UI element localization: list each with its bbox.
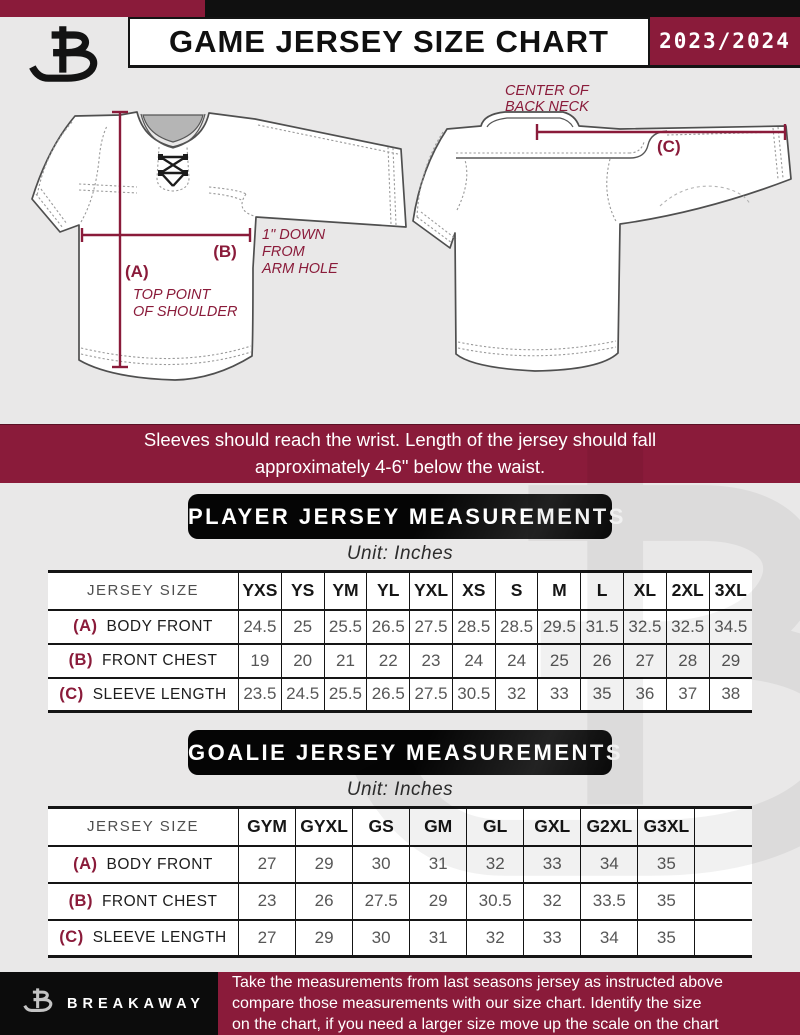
measurement-value: 26.5 — [367, 678, 410, 712]
measurement-value: 37 — [666, 678, 709, 712]
table-row — [48, 678, 752, 712]
size-column-header: XL — [624, 572, 667, 610]
measurement-value: 31 — [410, 920, 467, 957]
measurement-value: 29 — [410, 883, 467, 920]
size-column-header: S — [495, 572, 538, 610]
measurement-value: 29 — [296, 846, 353, 883]
row-label-cell — [48, 644, 239, 678]
fit-note-banner — [0, 424, 800, 483]
measurement-value: 24.5 — [239, 610, 282, 644]
fit-note-line2: approximately 4-6" below the waist. — [254, 456, 546, 477]
measure-label: FRONT CHEST — [101, 892, 218, 910]
measurement-value: 25.5 — [324, 678, 367, 712]
season-box — [650, 17, 800, 68]
measure-label: SLEEVE LENGTH — [92, 685, 227, 703]
measurement-value: 23 — [410, 644, 453, 678]
player-unit-label: Unit: Inches — [346, 543, 454, 564]
measurement-value: 22 — [367, 644, 410, 678]
table-row — [48, 883, 752, 920]
note-a-line2: OF SHOULDER — [133, 304, 238, 320]
label-b: (B) — [213, 242, 237, 261]
size-column-header: 2XL — [666, 572, 709, 610]
measurement-value: 31 — [410, 846, 467, 883]
measurement-value: 32.5 — [666, 610, 709, 644]
measurement-value: 33 — [524, 920, 581, 957]
measure-key: (A) — [73, 854, 98, 873]
goalie-size-table — [48, 806, 752, 958]
row-label-cell — [48, 846, 239, 883]
label-a: (A) — [125, 262, 149, 281]
row-label-cell — [48, 883, 239, 920]
measurement-value: 26 — [296, 883, 353, 920]
table-row — [48, 644, 752, 678]
measurement-value: 32 — [524, 883, 581, 920]
top-strip-black — [205, 0, 800, 17]
measurement-value: 36 — [624, 678, 667, 712]
title-box — [128, 17, 650, 68]
measurement-value: 29 — [296, 920, 353, 957]
measurement-value: 30.5 — [452, 678, 495, 712]
measurement-value: 32.5 — [624, 610, 667, 644]
size-column-header: XS — [452, 572, 495, 610]
player-section-title: PLAYER JERSEY MEASUREMENTS — [188, 494, 612, 539]
measure-key: (A) — [73, 617, 98, 635]
measurement-value: 23 — [239, 883, 296, 920]
measurement-value: 35 — [638, 846, 695, 883]
measure-key: (B) — [68, 891, 93, 910]
measurement-value: 38 — [709, 678, 752, 712]
table-header-row — [48, 808, 752, 846]
top-strip-maroon — [0, 0, 205, 17]
size-column-header: YS — [281, 572, 324, 610]
note-b-line3: ARM HOLE — [262, 261, 338, 277]
goalie-unit-label: Unit: Inches — [346, 779, 454, 800]
size-column-header: YM — [324, 572, 367, 610]
measurement-value: 32 — [467, 846, 524, 883]
size-column-header: GYM — [239, 808, 296, 846]
note-c-line1: CENTER OF — [505, 83, 589, 99]
measurement-value: 25 — [538, 644, 581, 678]
breakaway-logo-icon — [26, 22, 106, 104]
measurement-value: 34 — [581, 920, 638, 957]
measurement-value: 19 — [239, 644, 282, 678]
size-column-header: G2XL — [581, 808, 638, 846]
size-column-header: YXS — [239, 572, 282, 610]
measure-label: SLEEVE LENGTH — [92, 929, 227, 947]
jersey-back-diagram — [405, 80, 800, 410]
size-column-header: YXL — [410, 572, 453, 610]
row-label-cell — [48, 610, 239, 644]
measurement-value: 35 — [638, 883, 695, 920]
measurement-value: 27.5 — [410, 678, 453, 712]
measurement-value — [695, 846, 752, 883]
measurement-value: 33 — [538, 678, 581, 712]
measurement-value: 29.5 — [538, 610, 581, 644]
label-c: (C) — [657, 137, 681, 156]
measure-label: FRONT CHEST — [101, 652, 218, 669]
measurement-value: 24 — [452, 644, 495, 678]
table-header-row — [48, 572, 752, 610]
footer-line2: compare those measurements with our size chart. Identify the size — [232, 995, 702, 1012]
measurement-value: 24 — [495, 644, 538, 678]
size-column-header: G3XL — [638, 808, 695, 846]
size-column-header: GL — [467, 808, 524, 846]
note-b-line2: FROM — [262, 244, 305, 260]
measurement-value: 28.5 — [495, 610, 538, 644]
measurement-value: 27 — [624, 644, 667, 678]
measure-label: BODY FRONT — [106, 855, 213, 873]
size-column-header — [695, 808, 752, 846]
size-column-header: M — [538, 572, 581, 610]
size-column-header: GYXL — [296, 808, 353, 846]
note-a-line1: TOP POINT — [133, 287, 211, 303]
size-column-header: GXL — [524, 808, 581, 846]
goalie-section-banner — [0, 730, 800, 775]
size-column-header: L — [581, 572, 624, 610]
measurement-value: 30 — [353, 920, 410, 957]
page-title: GAME JERSEY SIZE CHART — [168, 24, 609, 59]
measurement-value: 20 — [281, 644, 324, 678]
measurement-value: 32 — [467, 920, 524, 957]
measurement-value: 33 — [524, 846, 581, 883]
measurement-value: 27 — [239, 920, 296, 957]
breakaway-logo-footer-icon — [22, 986, 56, 1022]
measurement-value — [695, 883, 752, 920]
measurement-value: 33.5 — [581, 883, 638, 920]
measurement-value: 26.5 — [367, 610, 410, 644]
row-label-cell — [48, 920, 239, 957]
season-label: 2023/2024 — [659, 29, 791, 53]
jersey-front-diagram — [15, 98, 420, 413]
jersey-size-header: JERSEY SIZE — [48, 808, 239, 846]
measurement-value: 30.5 — [467, 883, 524, 920]
measurement-value: 34.5 — [709, 610, 752, 644]
player-size-table — [48, 570, 752, 713]
measurement-value: 32 — [495, 678, 538, 712]
measurement-value: 25 — [281, 610, 324, 644]
measurement-value: 27.5 — [410, 610, 453, 644]
measurement-value: 27.5 — [353, 883, 410, 920]
footer-brand-box — [0, 972, 218, 1035]
note-b-line1: 1" DOWN — [262, 227, 326, 243]
table-row — [48, 920, 752, 957]
fit-note-line1: Sleeves should reach the wrist. Length of the jersey should fall — [143, 429, 657, 451]
measure-key: (C) — [59, 928, 84, 947]
size-column-header: 3XL — [709, 572, 752, 610]
size-column-header: GM — [410, 808, 467, 846]
measurement-value: 21 — [324, 644, 367, 678]
table-row — [48, 610, 752, 644]
measurement-value: 26 — [581, 644, 624, 678]
jersey-size-header: JERSEY SIZE — [48, 572, 239, 610]
table-row — [48, 846, 752, 883]
note-c-line2: BACK NECK — [505, 99, 589, 115]
jersey-back-outline — [413, 112, 791, 371]
size-column-header: YL — [367, 572, 410, 610]
measure-key: (C) — [59, 684, 84, 703]
footer-line1: Take the measurements from last seasons jersey as instructed above — [232, 974, 723, 991]
measurement-value: 34 — [581, 846, 638, 883]
measurement-value: 35 — [581, 678, 624, 712]
measurement-value: 28 — [666, 644, 709, 678]
footer-instructions — [218, 972, 800, 1035]
measurement-value: 27 — [239, 846, 296, 883]
measurement-value: 35 — [638, 920, 695, 957]
player-section-banner — [0, 494, 800, 539]
measurement-value: 25.5 — [324, 610, 367, 644]
measure-key: (B) — [68, 651, 93, 669]
size-column-header: GS — [353, 808, 410, 846]
measurement-value — [695, 920, 752, 957]
brand-name: BREAKAWAY — [67, 995, 205, 1012]
measurement-value: 30 — [353, 846, 410, 883]
row-label-cell — [48, 678, 239, 712]
goalie-section-title: GOALIE JERSEY MEASUREMENTS — [188, 730, 612, 775]
footer-line3: on the chart, if you need a larger size move up the scale on the chart — [232, 1016, 719, 1033]
measurement-value: 23.5 — [239, 678, 282, 712]
measurement-value: 24.5 — [281, 678, 324, 712]
measure-label: BODY FRONT — [106, 618, 213, 635]
measurement-value: 28.5 — [452, 610, 495, 644]
measurement-value: 29 — [709, 644, 752, 678]
measurement-value: 31.5 — [581, 610, 624, 644]
